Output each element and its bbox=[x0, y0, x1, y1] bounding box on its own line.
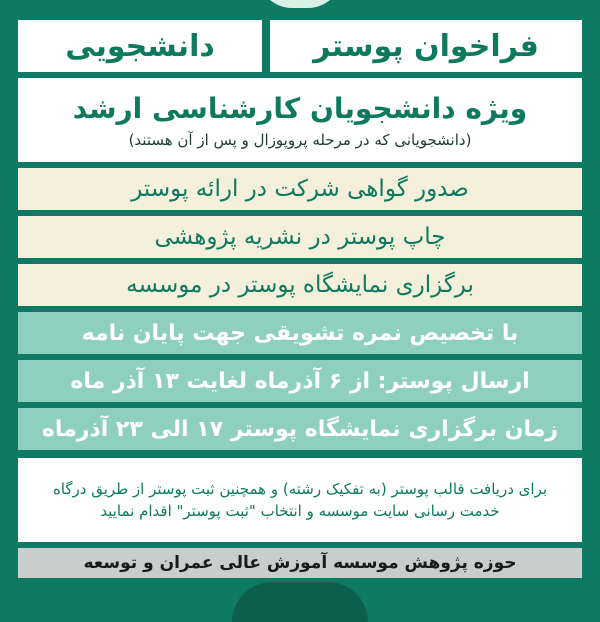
submission-dates: ارسال پوستر: از ۶ آذرماه لغایت ۱۳ آذر ماه bbox=[18, 360, 582, 402]
title-part1: فراخوان پوستر bbox=[270, 20, 582, 72]
instructions-box bbox=[18, 458, 582, 542]
subtitle-box bbox=[18, 78, 582, 162]
title-part2: دانشجویی bbox=[18, 20, 262, 72]
bottom-ornament bbox=[232, 582, 368, 622]
benefit-certificate: صدور گواهی شرکت در ارائه پوستر bbox=[18, 168, 582, 210]
benefit-publication: چاپ پوستر در نشریه پژوهشی bbox=[18, 216, 582, 258]
subtitle: ویژه دانشجویان کارشناسی ارشد bbox=[72, 92, 528, 125]
exhibition-dates: زمان برگزاری نمایشگاه پوستر ۱۷ الی ۲۳ آذرماه bbox=[18, 408, 582, 450]
instructions-line2: خدمت رسانی سایت موسسه و انتخاب "ثبت پوستر" اقدام نمایید bbox=[100, 502, 500, 520]
instructions-line1: برای دریافت قالب پوستر (به تفکیک رشته) و همچنین ثبت پوستر از طریق درگاه bbox=[52, 480, 548, 498]
footer-organizer: حوزه پژوهش موسسه آموزش عالی عمران و توسعه bbox=[18, 548, 582, 578]
top-ornament bbox=[258, 0, 342, 8]
subtitle-note: (دانشجویانی که در مرحله پروپوزال و پس از آن هستند) bbox=[128, 131, 472, 149]
benefit-thesis-score: با تخصیص نمره تشویقی جهت پایان نامه bbox=[18, 312, 582, 354]
benefit-exhibition: برگزاری نمایشگاه پوستر در موسسه bbox=[18, 264, 582, 306]
